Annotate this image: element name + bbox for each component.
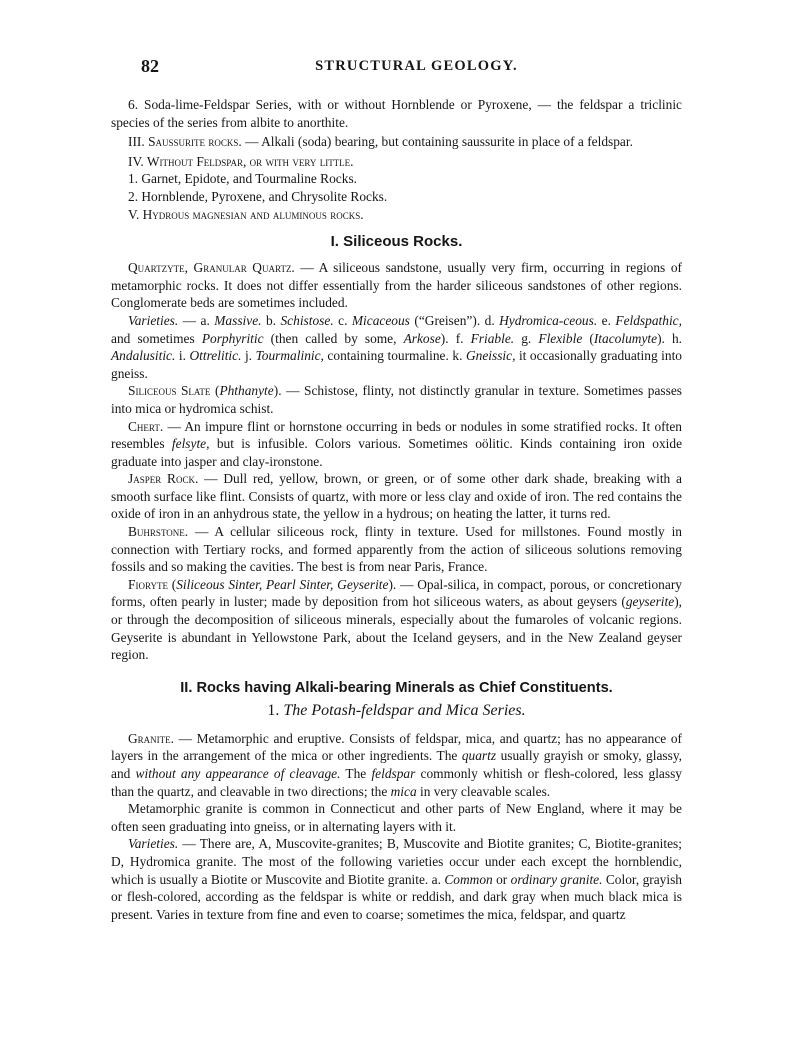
text-run: in very cleavable scales. [416,783,551,799]
item-iv-1: 1. Garnet, Epidote, and Tourmaline Rocks. [128,171,358,187]
granite-varieties-paragraph [111,835,682,923]
jasper-head: Jasper Rock. [128,471,199,487]
cleavage-phrase: without any appearance of cleavage. [135,766,341,781]
quartzyte-varieties [111,312,682,382]
varieties-label: Varieties. [128,836,179,852]
item-v-head: V. Hydrous magnesian and aluminous rocks. [128,206,364,222]
variety-name: Porphyritic [201,330,264,346]
section-title-siliceous: I. Siliceous Rocks. [330,233,463,251]
siliceous-slate-paragraph [111,382,682,417]
variety-name: Friable. [470,330,515,346]
text-run: containing tourmaline. k. [323,348,466,364]
page-header [111,56,682,80]
text-run: and sometimes [111,330,202,346]
text-run: ( [582,330,594,346]
text-run: — Metamorphic and eruptive. Consists of feldspar, mica, and quartz; has no appearance of layers in the arrangement of the mica or other ingredients. The [111,730,682,764]
item-iii-body: — Alkali (soda) bearing, but containing saussurite in place of a feldspar. [241,134,633,150]
variety-name: Arkose [403,330,441,346]
fioryte-synonyms: Siliceous Sinter, Pearl Sinter, Geyserite [176,576,389,592]
variety-name: Flexible [538,330,583,346]
variety-name: Gneissic, [465,348,516,364]
variety-name: Feldspathic, [615,312,682,328]
jasper-paragraph [111,470,682,523]
section-title-alkali: II. Rocks having Alkali-bearing Minerals as Chief Constituents. [180,679,613,696]
text-run: or [492,871,511,887]
text-run: i. [175,348,190,364]
text-run: ). — Schistose, flinty, not distinctly granular in texture. Sometimes passes into mica or hydromica schist. [111,383,682,416]
chert-paragraph [111,418,682,471]
variety-name: Micaceous [351,312,410,328]
text-run: usually grayish or smoky, glassy, and [111,748,682,781]
text-run: g. [514,330,539,346]
variety-name: Massive. [214,312,262,328]
variety-name: Ottrelitic. [189,348,242,364]
subsection-number: 1. [267,701,284,719]
variety-name: Andalusitic. [111,348,176,364]
geyserite-term: geyserite [625,594,675,610]
text-run: ( [210,383,220,399]
text-run: ). f. [440,330,471,346]
text-run: (“Greisen”). d. [409,312,500,328]
ordinary-term: ordinary granite. [510,871,603,887]
running-title: STRUCTURAL GEOLOGY. [315,58,518,74]
quartz-term: quartz [461,748,497,764]
quartzyte-head: Quartzyte, Granular Quartz. [128,260,295,276]
text-run: ). h. [657,330,683,346]
feldspar-term: feldspar [371,766,416,781]
granite-paragraph [111,730,682,800]
felsyte-term: felsyte, [171,436,210,452]
text-run: but is infusible. Colors various. Sometimes oölitic. Kinds containing iron oxide graduate into jasper and clay-ironstone. [111,436,683,469]
text-run: it occasionally graduating into gneiss. [111,348,682,381]
text-run: ( [167,576,177,592]
text-run: — An impure flint or hornstone occurring in beds or nodules in some stratified rocks. It often resembles [111,418,682,452]
variety-name: Tourmalinic, [255,348,324,364]
subsection-title-potash [111,702,682,720]
chert-head: Chert. [128,418,164,434]
text-run: (then called by some, [263,330,404,346]
subsection-name: The Potash-feldspar and Mica Series. [283,701,526,719]
item-iii-head: III. Saussurite rocks. [128,134,242,150]
variety-name: Itacolumyte [593,330,658,346]
quartzyte-paragraph [111,259,682,312]
text-run: ), or through the decomposition of siliceous minerals, especially about the fumaroles of volcanic regions. Geyserite is abundant in Yellowstone Park, about the Iceland geysers, and in the New Zealand geyser region. [111,594,682,663]
fioryte-paragraph [111,576,682,664]
jasper-body: — Dull red, yellow, brown, or green, or of some other dark shade, breaking with a smooth surface like flint. Consists of quartz, with more or less clay and oxide of iron. The red contains the oxide of iron in an anhydrous state, the yellow in a hydrous; on heating the latter, it turns red. [111,471,682,522]
mica-term: mica [390,783,417,799]
buhrstone-body: — A cellular siliceous rock, flinty in texture. Used for millstones. Found mostly in connection with Tertiary rocks, and formed apparently from the action of siliceous solutions removing fossils and so making the cavities. The best is from near Paris, France. [111,524,682,575]
buhrstone-head: Buhrstone. [128,524,189,540]
text-run: — There are, A, Muscovite-granites; B, Muscovite and Biotite granites; C, Biotite-granites; D, Hydromica granite. The most of the following varieties occur under each except the hornblendic, which is usually a Biotite or Muscovite and Biotite granite. a. [111,836,682,887]
item-iii [111,133,682,151]
text-run: Color, grayish or flesh-colored, according as the feldspar is white or reddish, and dark gray when much black mica is present. Varies in texture from fine and even to coarse; sometimes the mica, feldspar, and quartz [111,871,682,922]
quartzyte-body: — A siliceous sandstone, usually very firm, occurring in regions of metamorphic rocks. It does not differ essentially from the harder siliceous sandstones of other regions. Conglomerate beds are sometimes included. [111,260,683,311]
variety-name: Hydromica-ceous. [499,312,598,328]
variety-name: Schistose. [280,312,334,328]
text-run: commonly whitish or flesh-colored, less glassy than the quartz, and cleavable in two directions; the [111,766,682,799]
text-run: c. [333,312,352,328]
item-iv-2: 2. Hornblende, Pyroxene, and Chrysolite Rocks. [128,188,388,204]
slate-name: Phthanyte [219,383,274,399]
item-6: 6. Soda-lime-Feldspar Series, with or without Hornblende or Pyroxene, — the feldspar a triclinic species of the series from albite to anorthite. [111,97,682,130]
text-run: b. [261,312,281,328]
text-run: The [340,766,372,781]
slate-head: Siliceous Slate [128,383,211,399]
buhrstone-paragraph [111,523,682,576]
text-run: ). — Opal-silica, in compact, porous, or concretionary forms, often pearly in luster; made by deposition from hot siliceous waters, as about geysers ( [111,576,682,610]
varieties-label: Varieties. [128,312,179,328]
text-run: — a. [178,312,215,328]
text-run: e. [597,312,616,328]
page [111,56,682,923]
item-iv-head: IV. Without Feldspar, or with very little. [128,153,354,169]
common-term: Common [444,871,493,887]
text-run: j. [241,348,256,364]
metamorphic-granite-paragraph: Metamorphic granite is common in Connecticut and other parts of New England, where it may be often seen graduating into gneiss, or in alternating layers with it. [111,801,682,834]
page-number: 82 [141,56,159,76]
fioryte-head: Fioryte [128,576,168,592]
granite-head: Granite. [128,730,175,746]
